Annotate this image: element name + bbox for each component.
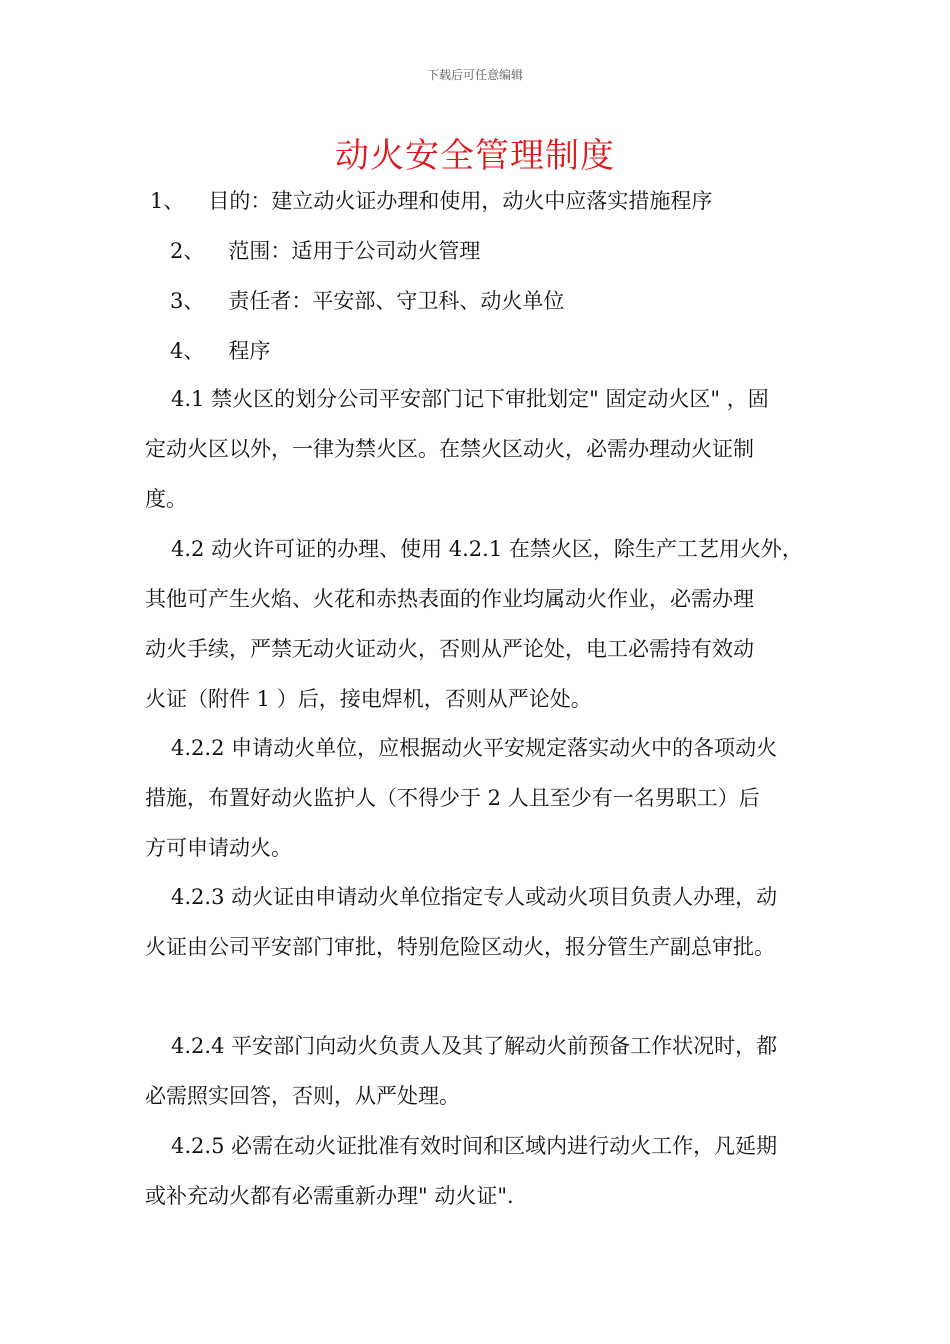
paragraph-line: 4.2.5 必需在动火证批准有效时间和区域内进行动火工作，凡延期 bbox=[171, 1134, 778, 1158]
header-note: 下载后可任意编辑 bbox=[426, 68, 523, 82]
paragraph-4-2-3 bbox=[145, 872, 810, 972]
list-item-text: 程序 bbox=[228, 339, 271, 363]
paragraph-line: 动火手续，严禁无动火证动火，否则从严论处，电工必需持有效动 bbox=[145, 637, 754, 661]
list-item-text: 责任者：平安部、守卫科、动火单位 bbox=[228, 289, 565, 313]
paragraph-line: 4.2 动火许可证的办理、使用 4.2.1 在禁火区，除生产工艺用火外， bbox=[171, 537, 803, 561]
paragraph-4-1 bbox=[145, 374, 810, 524]
document-title: 动火安全管理制度 bbox=[335, 136, 615, 176]
paragraph-4-2-5 bbox=[145, 1121, 810, 1221]
list-item-number: 2、 bbox=[170, 239, 205, 263]
list-item-number: 4、 bbox=[170, 339, 205, 363]
paragraph-line: 4.2.2 申请动火单位，应根据动火平安规定落实动火中的各项动火 bbox=[171, 736, 778, 760]
paragraph-line: 4.1 禁火区的划分公司平安部门记下审批划定" 固定动火区" ，固 bbox=[171, 387, 769, 411]
paragraph-line: 或补充动火都有必需重新办理" 动火证". bbox=[145, 1184, 514, 1208]
list-item-1 bbox=[150, 186, 712, 216]
paragraph-4-2 bbox=[145, 524, 810, 724]
paragraph-line: 度。 bbox=[145, 487, 187, 511]
paragraph-4-2-4 bbox=[145, 1021, 810, 1121]
list-item-2 bbox=[170, 236, 480, 266]
paragraph-line: 其他可产生火焰、火花和赤热表面的作业均属动火作业，必需办理 bbox=[145, 587, 754, 611]
paragraph-line: 必需照实回答，否则，从严处理。 bbox=[145, 1084, 460, 1108]
list-item-3 bbox=[170, 286, 564, 316]
list-item-text: 范围：适用于公司动火管理 bbox=[228, 239, 481, 263]
paragraph-line: 火证（附件 1 ）后，接电焊机，否则从严论处。 bbox=[145, 687, 592, 711]
list-item-number: 1、 bbox=[150, 189, 185, 213]
paragraph-line: 4.2.4 平安部门向动火负责人及其了解动火前预备工作状况时，都 bbox=[171, 1034, 778, 1058]
list-item-number: 3、 bbox=[170, 289, 205, 313]
paragraph-line: 方可申请动火。 bbox=[145, 836, 292, 860]
paragraph-line: 火证由公司平安部门审批，特别危险区动火，报分管生产副总审批。 bbox=[145, 935, 775, 959]
paragraph-line: 措施，布置好动火监护人（不得少于 2 人且至少有一名男职工）后 bbox=[145, 786, 760, 810]
paragraph-line: 定动火区以外，一律为禁火区。在禁火区动火，必需办理动火证制 bbox=[145, 437, 754, 461]
paragraph-line: 4.2.3 动火证由申请动火单位指定专人或动火项目负责人办理，动 bbox=[171, 885, 778, 909]
paragraph-4-2-2 bbox=[145, 723, 810, 873]
list-item-4 bbox=[170, 336, 270, 366]
list-item-text: 目的：建立动火证办理和使用，动火中应落实措施程序 bbox=[208, 189, 713, 213]
